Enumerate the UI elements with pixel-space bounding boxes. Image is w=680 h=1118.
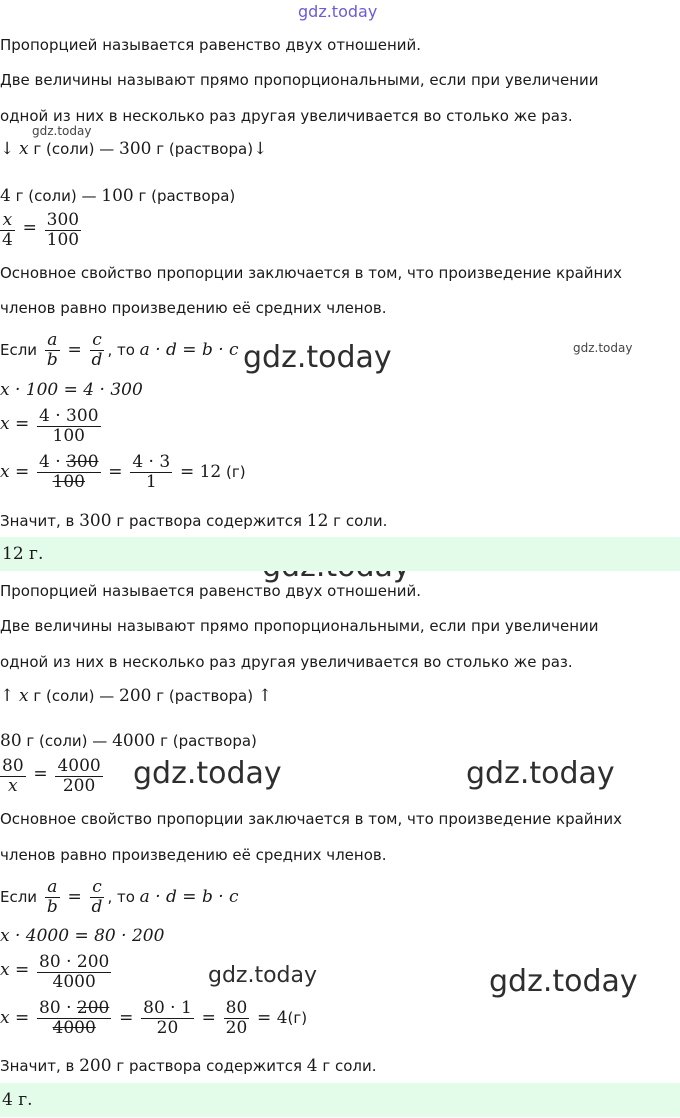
proportion-equation: $\frac{x}{4}$ = $\frac{300}{100}$ (0, 208, 84, 248)
calc-line2: x = $\frac{80 \cdot 200}{4000}$ (0, 950, 114, 990)
proportion-equation: $\frac{80}{x}$ = $\frac{4000}{200}$ (0, 754, 106, 794)
answer-box (0, 537, 680, 571)
ratio-row-2: 80 г (соли) — 4000 г (раствора) (0, 731, 257, 751)
conclusion: Значит, в 200 г раствора содержится 4 г соли. (0, 1056, 377, 1076)
watermark-small: gdz.today (32, 124, 92, 138)
property-line2: членов равно произведению её средних членов. (0, 846, 387, 864)
ratio-row-2: 4 г (соли) — 100 г (раствора) (0, 186, 236, 206)
up-arrow-icon: ↑ (0, 686, 15, 706)
property-line2: членов равно произведению её средних членов. (0, 299, 387, 317)
ratio-row-1: ↓ x г (соли) — 300 г (раствора)↓ (0, 139, 268, 159)
calc-line3: x = $\frac{80 \cdot 200}{4000}$ = $\frac{80 \cdot 1}{20}$ = $\frac{80}{20}$ = 4(г) (0, 998, 308, 1038)
definition-direct-line2: одной из них в несколько раз другая увеличивается во столько же раз. (0, 653, 573, 671)
down-arrow-icon: ↓ (253, 139, 268, 159)
ratio-row-1: ↑ x г (соли) — 200 г (раствора) ↑ (0, 686, 273, 706)
conclusion: Значит, в 300 г раствора содержится 12 г соли. (0, 511, 388, 531)
up-arrow-icon: ↑ (257, 686, 273, 706)
definition-direct-line2: одной из них в несколько раз другая увеличивается во столько же раз. (0, 107, 573, 125)
calc-line1: x · 100 = 4 · 300 (0, 380, 143, 400)
calc-line2: x = $\frac{4 \cdot 300}{100}$ (0, 404, 104, 444)
definition-direct-line1: Две величины называют прямо пропорциональными, если при увеличении (0, 71, 599, 89)
watermark: gdz.today (466, 756, 615, 791)
answer-text: 12 г. (2, 544, 44, 564)
answer-text: 4 г. (2, 1090, 33, 1110)
property-line1: Основное свойство пропорции заключается в том, что произведение крайних (0, 810, 622, 828)
rule-row: Если $\frac{a}{b}$ = $\frac{c}{d}$ , то a · d = b · c (0, 330, 239, 370)
definition-proportion: Пропорцией называется равенство двух отношений. (0, 582, 422, 600)
watermark: gdz.today (243, 340, 392, 375)
calc-line3: x = $\frac{4 \cdot 300}{100}$ = $\frac{4 \cdot 3}{1}$ = 12 (г) (0, 452, 246, 492)
watermark: gdz.today (489, 964, 638, 999)
watermark: gdz.today (208, 963, 318, 988)
watermark: gdz.today (133, 756, 282, 791)
definition-direct-line1: Две величины называют прямо пропорциональными, если при увеличении (0, 617, 599, 635)
property-line1: Основное свойство пропорции заключается в том, что произведение крайних (0, 264, 622, 282)
watermark-top: gdz.today (298, 2, 378, 21)
definition-proportion: Пропорцией называется равенство двух отношений. (0, 36, 422, 54)
down-arrow-icon: ↓ (0, 139, 15, 159)
watermark-small: gdz.today (573, 341, 633, 355)
calc-line1: x · 4000 = 80 · 200 (0, 926, 165, 946)
answer-box (0, 1083, 680, 1117)
rule-row: Если $\frac{a}{b}$ = $\frac{c}{d}$ , то a · d = b · c (0, 877, 239, 917)
